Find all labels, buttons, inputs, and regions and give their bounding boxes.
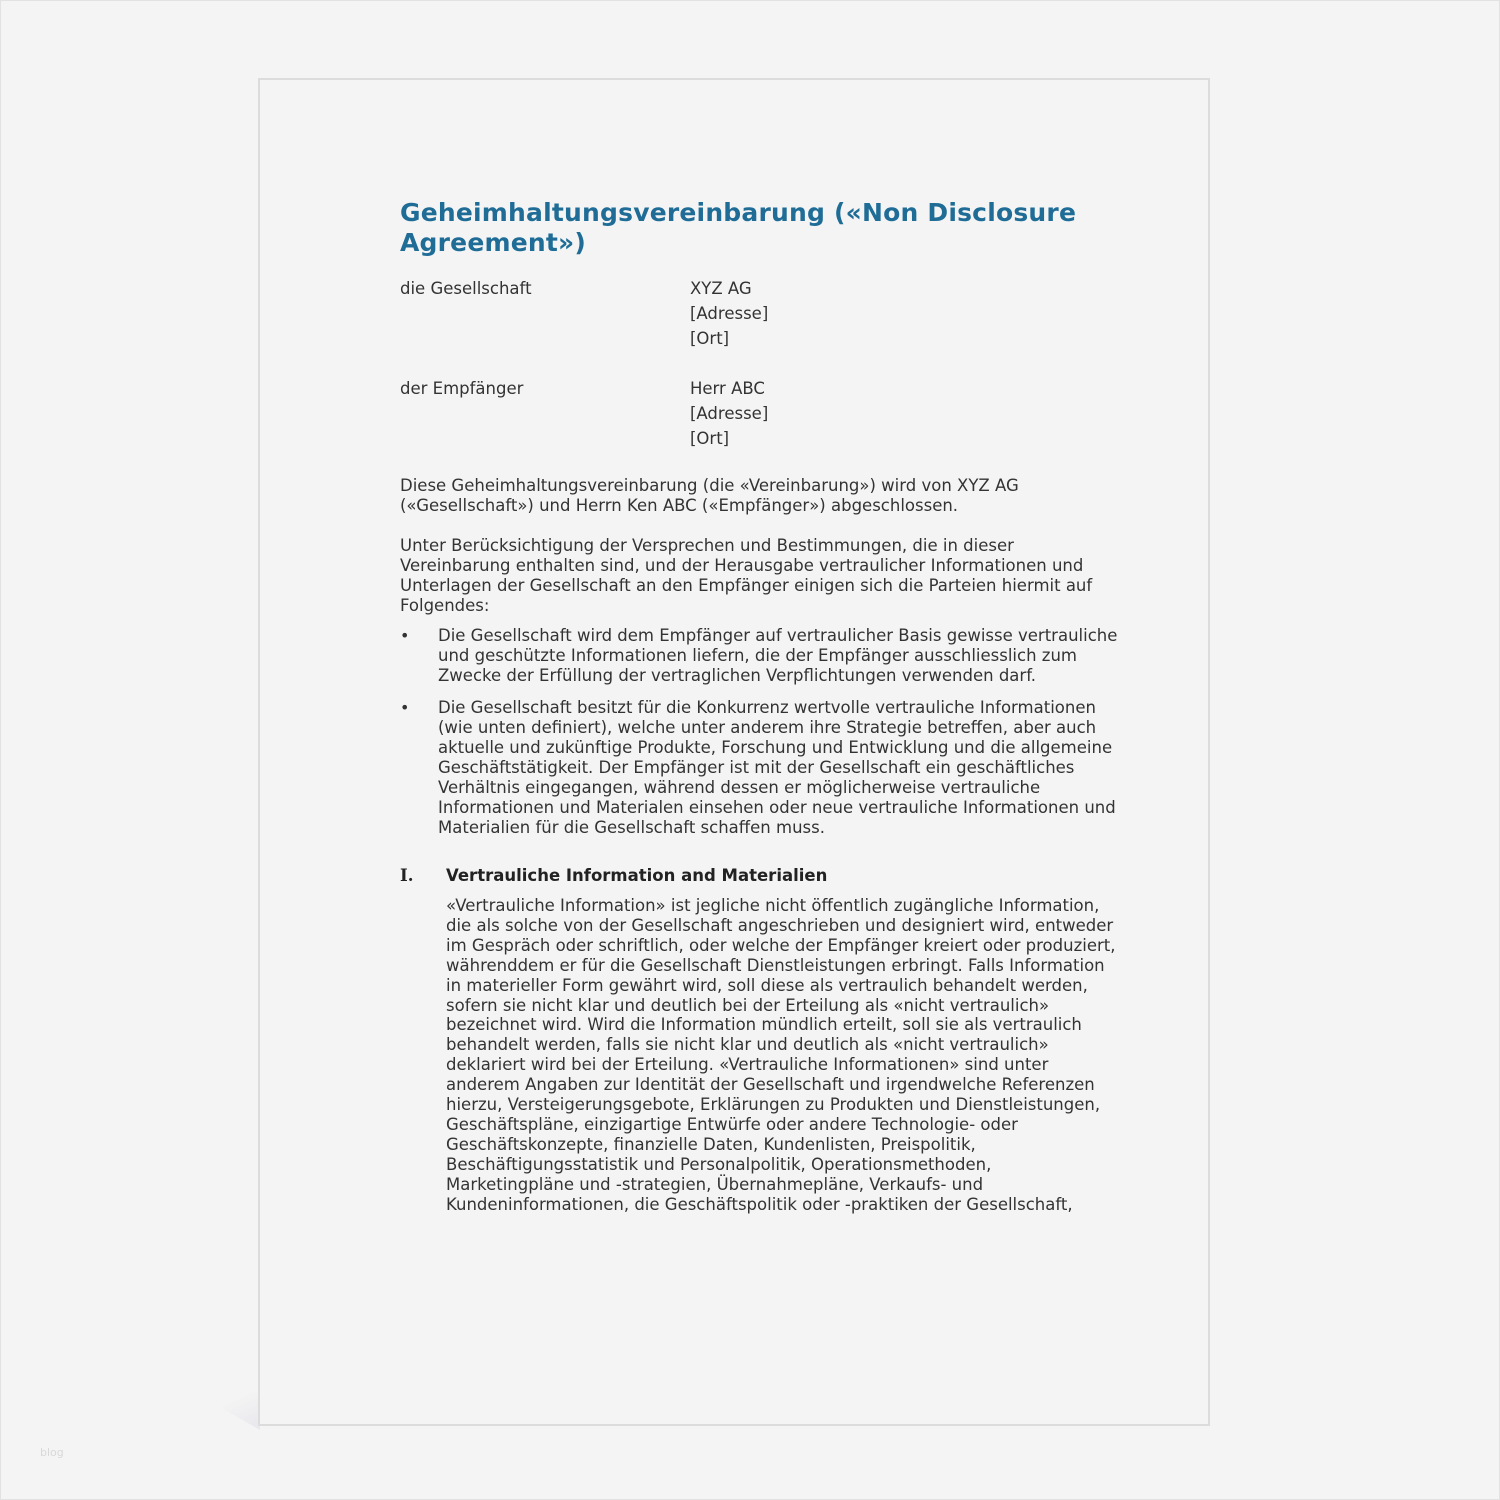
document-title: Geheimhaltungsvereinbarung («Non Disclosure Agreement»)	[400, 198, 1077, 257]
party-name: Herr ABC	[690, 379, 765, 398]
document-page	[258, 78, 1210, 1426]
section-title: Vertrauliche Information and Materialien	[446, 866, 828, 885]
intro-paragraph: Diese Geheimhaltungsvereinbarung (die «Vereinbarung») wird von XYZ AG («Gesellschaft») und Herrn Ken ABC («Empfänger») abgeschlossen.	[400, 476, 1019, 515]
party-label: die Gesellschaft	[400, 279, 532, 298]
bullet-text: Die Gesellschaft wird dem Empfänger auf vertraulicher Basis gewisse vertrauliche und geschützte Informationen liefern, die der Empfänger ausschliesslich zum Zwecke der Erfüllung der vertraglichen Verpflichtungen verwenden darf.	[438, 626, 1118, 685]
bullet-icon: •	[400, 626, 410, 645]
parties-block	[400, 276, 1120, 451]
party-street: [Adresse]	[690, 304, 769, 323]
section-number: I.	[400, 866, 414, 885]
party-address	[690, 276, 768, 351]
bullet-icon: •	[400, 698, 410, 717]
page-shadow	[190, 1390, 260, 1430]
party-address	[690, 376, 768, 451]
bullet-text: Die Gesellschaft besitzt für die Konkurrenz wertvolle vertrauliche Informationen (wie unten definiert), welche unter anderem ihre Strategie betreffen, aber auch aktuelle und zukünftige Produkte, Forschung und Entwicklung und die allgemeine Geschäftstätigkeit. Der Empfänger ist mit der Gesellschaft ein geschäftliches Verhältnis eingegangen, während dessen er möglicherweise vertrauliche Informationen und Materialen einsehen oder neue vertrauliche Informationen und Materialien für die Gesellschaft schaffen muss.	[438, 698, 1116, 837]
list-item	[400, 626, 1120, 686]
party-city: [Ort]	[690, 329, 730, 348]
intro-paragraph: Unter Berücksichtigung der Versprechen und Bestimmungen, die in dieser Vereinbarung enthalten sind, und der Herausgabe vertraulicher Informationen und Unterlagen der Gesellschaft an den Empfänger einigen sich die Parteien hiermit auf Folgendes:	[400, 536, 1093, 615]
party-company	[400, 276, 1120, 351]
document-content	[400, 198, 1120, 1215]
section-heading	[400, 866, 1120, 886]
section-1	[400, 866, 1120, 1215]
watermark-text: blog	[40, 1446, 64, 1459]
party-name: XYZ AG	[690, 279, 752, 298]
party-street: [Adresse]	[690, 404, 769, 423]
party-label: der Empfänger	[400, 379, 524, 398]
section-body: «Vertrauliche Information» ist jegliche nicht öffentlich zugängliche Information, die als solche von der Gesellschaft angeschrieben und designiert wird, entweder im Gespräch oder schriftlich, oder welche der Empfänger kreiert oder produziert, währenddem er für die Gesellschaft Dienstleistungen erbringt. Falls Information in materieller Form gewährt wird, soll diese als vertraulich behandelt werden, sofern sie nicht klar und deutlich bei der Erteilung als «nicht vertraulich» bezeichnet wird. Wird die Information mündlich erteilt, soll sie als vertraulich behandelt werden, falls sie nicht klar und deutlich als «nicht vertraulich» deklariert wird bei der Erteilung. «Vertrauliche Informationen» sind unter anderem Angaben zur Identität der Gesellschaft und irgendwelche Referenzen hierzu, Versteigerungsgebote, Erklärungen zu Produkten und Dienstleistungen, Geschäftspläne, einzigartige Entwürfe oder andere Technologie- oder Geschäftskonzepte, finanzielle Daten, Kundenlisten, Preispolitik, Beschäftigungsstatistik und Personalpolitik, Operationsmethoden, Marketingpläne und -strategien, Übernahmepläne, Verkaufs- und Kundeninformationen, die Geschäftspolitik oder -praktiken der Gesellschaft,	[446, 896, 1116, 1214]
party-city: [Ort]	[690, 429, 730, 448]
bullet-list	[400, 626, 1120, 838]
party-recipient	[400, 376, 1120, 451]
list-item	[400, 698, 1120, 838]
